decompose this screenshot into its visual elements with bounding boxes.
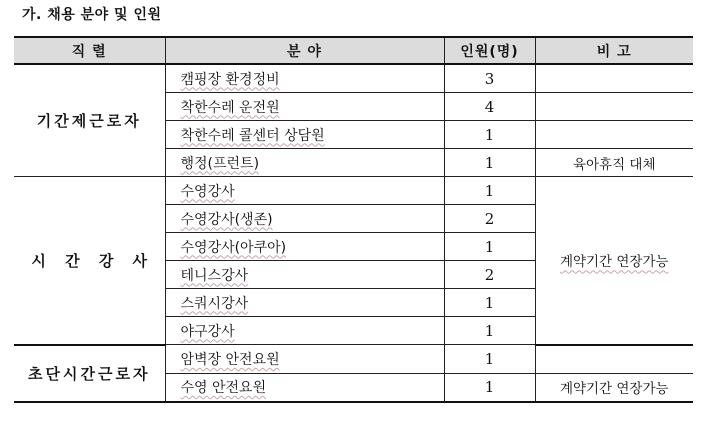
note-cell: 계약기간 연장가능 [535,373,693,402]
count-cell: 1 [444,345,535,374]
recruitment-table [14,36,693,403]
table-row [14,177,693,205]
note-cell [535,64,693,93]
table-row [14,64,693,93]
note-cell [535,345,693,374]
note-cell [535,93,693,121]
table-header-row [14,37,693,64]
field-cell: 캠핑장 환경정비 [165,64,444,93]
count-cell: 4 [444,93,535,121]
count-cell: 2 [444,205,535,233]
field-cell: 수영 안전요원 [165,373,444,402]
category-cell: 초단시간근로자 [14,345,165,402]
table-row [14,345,693,374]
count-cell: 1 [444,121,535,149]
category-cell: 시 간 강 사 [14,177,165,345]
count-cell: 1 [444,177,535,205]
field-cell: 수영강사 [165,177,444,205]
note-cell: 계약기간 연장가능 [535,177,693,345]
header-category: 직 렬 [14,37,165,64]
header-field: 분 야 [165,37,444,64]
field-cell: 암벽장 안전요원 [165,345,444,374]
field-cell: 스쿼시강사 [165,289,444,317]
field-cell: 수영강사(아쿠아) [165,233,444,261]
field-cell: 수영강사(생존) [165,205,444,233]
count-cell: 2 [444,261,535,289]
note-cell [535,121,693,149]
section-title: 가. 채용 분야 및 인원 [22,7,162,23]
category-cell: 기간제근로자 [14,64,165,177]
field-cell: 행정(프런트) [165,149,444,177]
note-cell: 육아휴직 대체 [535,149,693,177]
count-cell: 1 [444,233,535,261]
header-note: 비 고 [535,37,693,64]
field-cell: 야구강사 [165,317,444,345]
count-cell: 3 [444,64,535,93]
count-cell: 1 [444,373,535,402]
count-cell: 1 [444,289,535,317]
count-cell: 1 [444,317,535,345]
field-cell: 착한수레 운전원 [165,93,444,121]
field-cell: 착한수레 콜센터 상담원 [165,121,444,149]
header-count: 인원(명) [444,37,535,64]
count-cell: 1 [444,149,535,177]
field-cell: 테니스강사 [165,261,444,289]
